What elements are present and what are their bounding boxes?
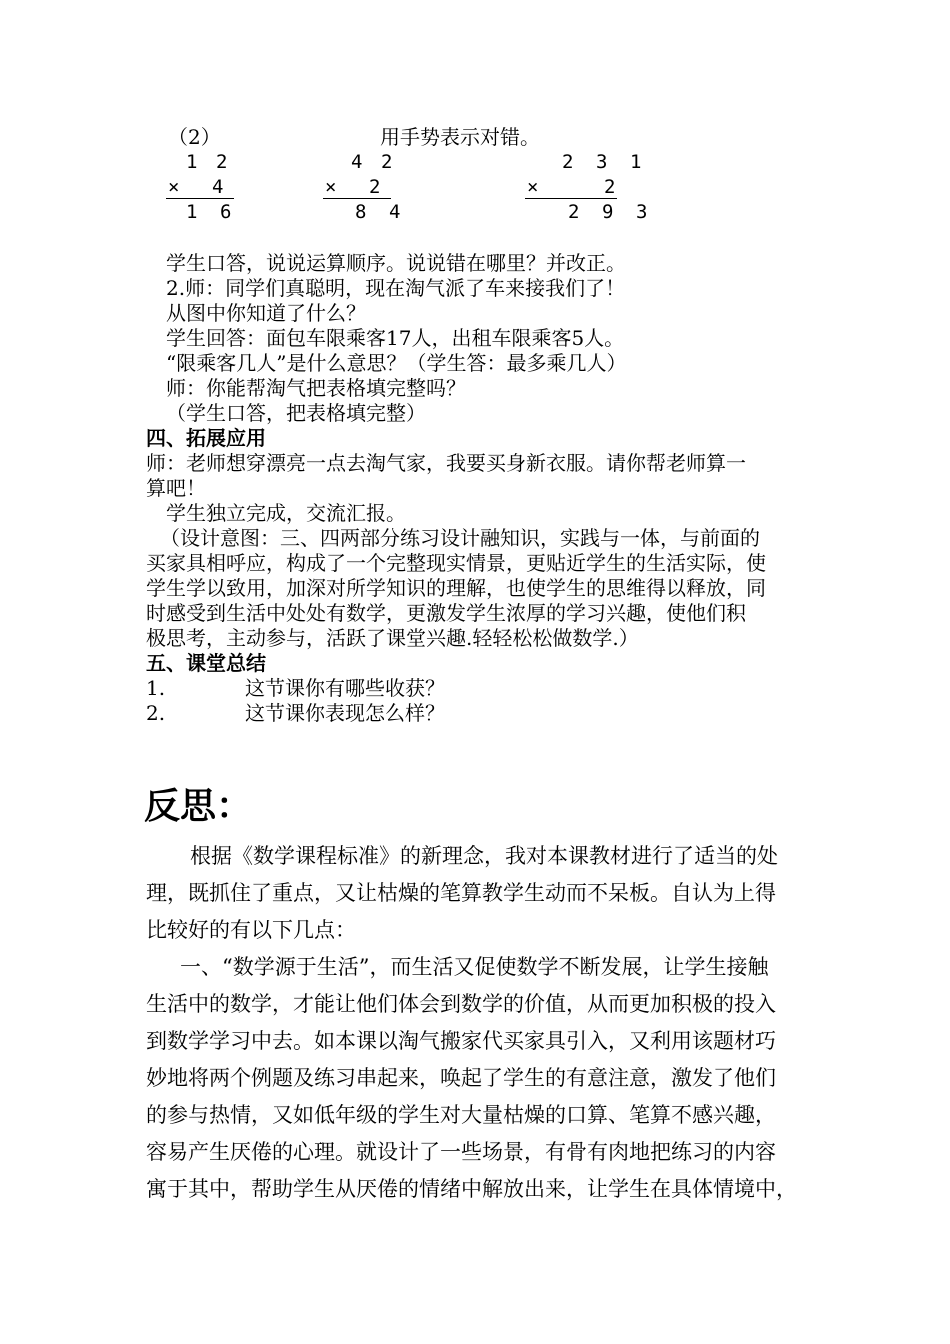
digit: 1 [186, 151, 199, 173]
text-line: 2.师：同学们真聪明，现在淘气派了车来接我们了！ [166, 276, 626, 300]
section-heading: 四、拓展应用 [146, 426, 266, 450]
reflection-line: 容易产生厌倦的心理。就设计了一些场景，有骨有肉地把练习的内容 [146, 1140, 776, 1164]
reflection-line: 根据《数学课程标准》的新理念，我对本课教材进行了适当的处 [190, 844, 778, 868]
reflection-title: 反思： [144, 786, 253, 827]
list-item: 这节课你表现怎么样？ [245, 701, 445, 725]
digit: 4 [351, 151, 364, 173]
design-note-line: 学生学以致用，加深对所学知识的理解，也使学生的思维得以释放，同 [146, 576, 766, 600]
reflection-line: 理，既抓住了重点，又让枯燥的笔算教学生动而不呆板。自认为上得 [146, 881, 776, 905]
digit: 6 [220, 201, 233, 223]
digit: 4 [212, 176, 225, 198]
text-line: 从图中你知道了什么？ [166, 301, 366, 325]
text-line: 师：你能帮淘气把表格填完整吗？ [166, 376, 466, 400]
text-line: （学生口答，把表格填完整） [166, 401, 426, 425]
digit: 2 [369, 176, 382, 198]
digit: 2 [604, 176, 617, 198]
reflection-line: 寓于其中，帮助学生从厌倦的情绪中解放出来，让学生在具体情境中， [146, 1177, 797, 1201]
design-note-line: 极思考，主动参与，活跃了课堂兴趣.轻轻松松做数学.） [146, 626, 639, 650]
digit: 2 [381, 151, 394, 173]
text-line: 学生独立完成，交流汇报。 [166, 501, 406, 525]
reflection-line: 的参与热情，又如低年级的学生对大量枯燥的口算、笔算不感兴趣， [146, 1103, 776, 1127]
text-line: 师：老师想穿漂亮一点去淘气家，我要买身新衣服。请你帮老师算一 [146, 451, 746, 475]
digit: 8 [355, 201, 368, 223]
digit: 4 [389, 201, 402, 223]
times-sign: × [168, 176, 181, 198]
digit: 2 [568, 201, 581, 223]
digit: 2 [562, 151, 575, 173]
reflection-line: 妙地将两个例题及练习串起来，唤起了学生的有意注意，激发了他们 [146, 1066, 776, 1090]
digit: 9 [602, 201, 615, 223]
digit: 1 [630, 151, 643, 173]
text-line: “限乘客几人”是什么意思？（学生答：最多乘几人） [166, 351, 627, 375]
reflection-line: 生活中的数学，才能让他们体会到数学的价值，从而更加积极的投入 [146, 992, 776, 1016]
text-line: 算吧！ [146, 476, 206, 500]
times-sign: × [527, 176, 540, 198]
text-line: 学生口答，说说运算顺序。说说错在哪里？并改正。 [166, 251, 626, 275]
exercise-instruction: 用手势表示对错。 [380, 125, 540, 149]
underline [166, 198, 234, 199]
exercise-label: （2） [168, 125, 221, 149]
design-note-line: 时感受到生活中处处有数学，更激发学生浓厚的学习兴趣，使他们积 [146, 601, 746, 625]
text-line: 学生回答：面包车限乘客17人，出租车限乘客5人。 [166, 326, 625, 350]
digit: 3 [596, 151, 609, 173]
list-item: 这节课你有哪些收获？ [245, 676, 445, 700]
list-item-number: 2. [146, 701, 166, 725]
digit: 1 [186, 201, 199, 223]
underline [525, 198, 617, 199]
digit: 3 [636, 201, 649, 223]
design-note-line: 买家具相呼应，构成了一个完整现实情景，更贴近学生的生活实际，使 [146, 551, 766, 575]
section-heading: 五、课堂总结 [146, 651, 266, 675]
reflection-line: 比较好的有以下几点： [146, 918, 356, 942]
reflection-line: 一、“数学源于生活”，而生活又促使数学不断发展，让学生接触 [180, 955, 769, 979]
reflection-line: 到数学学习中去。如本课以淘气搬家代买家具引入，又利用该题材巧 [146, 1029, 776, 1053]
list-item-number: 1. [146, 676, 166, 700]
digit: 2 [216, 151, 229, 173]
underline [323, 198, 391, 199]
times-sign: × [325, 176, 338, 198]
design-note-line: （设计意图：三、四两部分练习设计融知识，实践与一体，与前面的 [160, 526, 760, 550]
